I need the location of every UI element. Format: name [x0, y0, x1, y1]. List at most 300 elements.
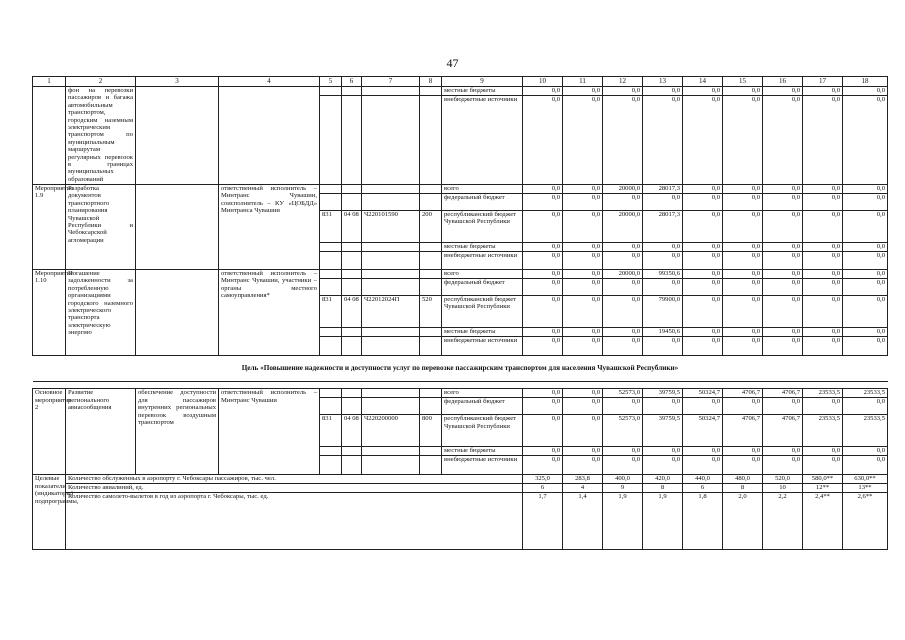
amount-cell: 0,0 [563, 456, 603, 475]
indicator-value: 12** [803, 484, 843, 493]
funding-source: республиканский бюджет Чувашской Республики [442, 211, 523, 243]
measure-task: обеспечение доступности для пассажиров внутренних региональных перевозок воздушным транспортом [136, 389, 219, 475]
amount-cell: 4706,7 [763, 415, 803, 447]
amount-cell: 0,0 [523, 270, 563, 279]
amount-cell: 0,0 [843, 398, 888, 415]
code-cell [320, 398, 342, 415]
amount-cell: 20000,0 [603, 185, 643, 194]
column-number-header: 13 [643, 77, 683, 87]
amount-cell: 0,0 [803, 328, 843, 337]
measure-label: Мероприятие 1.10 [33, 270, 66, 356]
continuation-row [33, 87, 888, 96]
section-code: 04 08 [342, 296, 362, 328]
measure-description: фон на перевозки пассажиров и багажа автомобильным транспортом, городским наземным электрическим транспортом по муниципальным маршрутам регулярных перевозок в границах муниципальных образований [66, 87, 136, 185]
measure-responsible [219, 87, 320, 185]
indicators-label: Целевые показатели (индикаторы) подпрограммы, [33, 475, 66, 550]
code-cell [342, 279, 362, 296]
indicator-value: 630,0** [843, 475, 888, 484]
code-cell [362, 447, 420, 456]
amount-cell: 0,0 [563, 398, 603, 415]
amount-cell: 0,0 [563, 194, 603, 211]
amount-cell: 0,0 [723, 279, 763, 296]
funding-source: всего [442, 389, 523, 398]
code-cell [362, 270, 420, 279]
column-number-header: 8 [420, 77, 442, 87]
indicator-value: 283,8 [563, 475, 603, 484]
budget-table-sheet [32, 76, 887, 550]
goal-heading: Цель «Повышение надежности и доступности услуг по перевозке пассажирским транспортом для населения Чувашской Республики» [33, 356, 888, 382]
amount-cell: 0,0 [803, 185, 843, 194]
column-number-header: 14 [683, 77, 723, 87]
column-number-header: 15 [723, 77, 763, 87]
amount-cell: 0,0 [683, 252, 723, 270]
code-cell [320, 456, 342, 475]
amount-cell: 0,0 [803, 447, 843, 456]
indicator-value: 1,4 [563, 493, 603, 550]
amount-cell: 0,0 [563, 252, 603, 270]
column-number-header: 12 [603, 77, 643, 87]
amount-cell: 0,0 [683, 194, 723, 211]
amount-cell: 0,0 [563, 211, 603, 243]
amount-cell: 23533,5 [803, 415, 843, 447]
code-cell [342, 243, 362, 252]
column-number-header: 1 [33, 77, 66, 87]
amount-cell: 0,0 [763, 270, 803, 279]
amount-cell: 0,0 [843, 87, 888, 96]
code-cell [342, 185, 362, 194]
amount-cell: 0,0 [523, 252, 563, 270]
amount-cell: 0,0 [843, 211, 888, 243]
amount-cell: 0,0 [683, 279, 723, 296]
code-cell [362, 194, 420, 211]
amount-cell: 39759,5 [643, 415, 683, 447]
amount-cell: 0,0 [723, 296, 763, 328]
code-cell [362, 243, 420, 252]
amount-cell: 0,0 [523, 398, 563, 415]
funding-source: местные бюджеты [442, 87, 523, 96]
amount-cell: 0,0 [603, 398, 643, 415]
code-cell [342, 389, 362, 398]
indicator-name: Количество самолето-вылетов в год из аэропорта г. Чебоксары, тыс. ед. [66, 493, 523, 550]
amount-cell: 0,0 [763, 194, 803, 211]
amount-cell: 0,0 [723, 398, 763, 415]
amount-cell: 0,0 [683, 270, 723, 279]
amount-cell: 28017,3 [643, 185, 683, 194]
amount-cell: 0,0 [523, 415, 563, 447]
amount-cell: 0,0 [723, 96, 763, 185]
column-number-row [33, 77, 888, 87]
code-cell [420, 337, 442, 356]
code-cell [342, 96, 362, 185]
column-number-header: 5 [320, 77, 342, 87]
code-cell [342, 194, 362, 211]
indicator-value: 2,6** [843, 493, 888, 550]
amount-cell: 0,0 [563, 337, 603, 356]
code-cell [420, 447, 442, 456]
funding-source: внебюджетные источники [442, 96, 523, 185]
measure-responsible: ответственный исполнитель – Минтранс Чувашии, соисполнитель – КУ «ЦОБДД» Минтранса Чувашии [219, 185, 320, 270]
code-cell [420, 389, 442, 398]
amount-cell: 0,0 [643, 447, 683, 456]
funding-source: федеральный бюджет [442, 279, 523, 296]
measure-task [136, 87, 219, 185]
amount-cell: 0,0 [763, 185, 803, 194]
indicator-value: 2,4** [803, 493, 843, 550]
amount-cell: 0,0 [643, 194, 683, 211]
indicator-value: 400,0 [603, 475, 643, 484]
column-number-header: 10 [523, 77, 563, 87]
amount-cell: 0,0 [803, 243, 843, 252]
indicator-value: 580,0** [803, 475, 843, 484]
amount-cell: 52573,0 [603, 389, 643, 398]
amount-cell: 0,0 [523, 337, 563, 356]
amount-cell: 52573,0 [603, 415, 643, 447]
amount-cell: 0,0 [603, 252, 643, 270]
measure-description: Погашение задолженности за потребленную организациями городского наземного электрического транспорта электрическую энергию [66, 270, 136, 356]
amount-cell: 0,0 [643, 243, 683, 252]
indicator-value: 2,2 [763, 493, 803, 550]
amount-cell: 0,0 [683, 211, 723, 243]
code-cell [420, 96, 442, 185]
amount-cell: 0,0 [523, 96, 563, 185]
amount-cell: 0,0 [763, 456, 803, 475]
funding-source: федеральный бюджет [442, 194, 523, 211]
amount-cell: 0,0 [523, 447, 563, 456]
amount-cell: 0,0 [803, 279, 843, 296]
code-cell [362, 398, 420, 415]
amount-cell: 50324,7 [683, 415, 723, 447]
indicator-value: 420,0 [643, 475, 683, 484]
amount-cell: 0,0 [563, 96, 603, 185]
amount-cell: 0,0 [683, 185, 723, 194]
code-cell [342, 337, 362, 356]
amount-cell: 0,0 [563, 279, 603, 296]
gap-row [33, 382, 888, 389]
grbs-code: 831 [320, 211, 342, 243]
column-number-header: 4 [219, 77, 320, 87]
amount-cell: 0,0 [843, 447, 888, 456]
amount-cell: 0,0 [563, 447, 603, 456]
code-cell [320, 337, 342, 356]
funding-source: всего [442, 185, 523, 194]
funding-source: внебюджетные источники [442, 252, 523, 270]
m110-row [33, 270, 888, 279]
code-cell [362, 87, 420, 96]
amount-cell: 0,0 [523, 87, 563, 96]
indicator-row [33, 484, 888, 493]
funding-source: местные бюджеты [442, 447, 523, 456]
amount-cell: 0,0 [523, 456, 563, 475]
amount-cell: 0,0 [683, 447, 723, 456]
indicator-value: 1,7 [523, 493, 563, 550]
budget-table [32, 76, 888, 550]
amount-cell: 0,0 [803, 87, 843, 96]
amount-cell: 0,0 [603, 456, 643, 475]
amount-cell: 0,0 [763, 447, 803, 456]
section-code: 04 08 [342, 415, 362, 447]
amount-cell: 0,0 [603, 328, 643, 337]
indicator-value: 10 [763, 484, 803, 493]
amount-cell: 0,0 [563, 87, 603, 96]
amount-cell: 0,0 [843, 456, 888, 475]
amount-cell: 0,0 [643, 279, 683, 296]
amount-cell: 0,0 [563, 296, 603, 328]
code-cell [320, 328, 342, 337]
code-cell [342, 328, 362, 337]
indicator-value: 6 [683, 484, 723, 493]
amount-cell: 0,0 [723, 328, 763, 337]
column-number-header: 6 [342, 77, 362, 87]
amount-cell: 0,0 [523, 194, 563, 211]
column-number-header: 18 [843, 77, 888, 87]
amount-cell: 0,0 [523, 328, 563, 337]
amount-cell: 0,0 [803, 252, 843, 270]
amount-cell: 0,0 [763, 211, 803, 243]
amount-cell: 0,0 [523, 243, 563, 252]
measure-task [136, 270, 219, 356]
amount-cell: 0,0 [723, 243, 763, 252]
amount-cell: 0,0 [523, 389, 563, 398]
code-cell [420, 398, 442, 415]
indicator-row [33, 493, 888, 550]
amount-cell: 0,0 [563, 328, 603, 337]
code-cell [342, 252, 362, 270]
indicator-value: 9 [603, 484, 643, 493]
measure-description: Развитие регионального авиасообщения [66, 389, 136, 475]
amount-cell: 0,0 [843, 279, 888, 296]
amount-cell: 0,0 [843, 194, 888, 211]
funding-source: местные бюджеты [442, 328, 523, 337]
code-cell [320, 243, 342, 252]
code-cell [342, 398, 362, 415]
code-cell [362, 96, 420, 185]
indicator-value: 4 [563, 484, 603, 493]
amount-cell: 0,0 [763, 252, 803, 270]
code-cell [342, 456, 362, 475]
amount-cell: 0,0 [843, 270, 888, 279]
amount-cell: 4706,7 [763, 389, 803, 398]
spacer [33, 382, 888, 389]
section-code: 04 08 [342, 211, 362, 243]
amount-cell: 0,0 [723, 194, 763, 211]
indicator-value: 520,0 [763, 475, 803, 484]
code-cell [420, 243, 442, 252]
amount-cell: 0,0 [843, 328, 888, 337]
code-cell [420, 87, 442, 96]
amount-cell: 0,0 [603, 96, 643, 185]
amount-cell: 0,0 [683, 96, 723, 185]
code-cell [362, 337, 420, 356]
amount-cell: 20000,0 [603, 270, 643, 279]
code-cell [320, 270, 342, 279]
code-cell [362, 328, 420, 337]
code-cell [342, 447, 362, 456]
amount-cell: 0,0 [843, 185, 888, 194]
amount-cell: 0,0 [723, 270, 763, 279]
amount-cell: 0,0 [643, 96, 683, 185]
expense-type-code: 200 [420, 211, 442, 243]
amount-cell: 0,0 [603, 194, 643, 211]
amount-cell: 0,0 [763, 243, 803, 252]
code-cell [320, 194, 342, 211]
funding-source: всего [442, 270, 523, 279]
amount-cell: 4706,7 [723, 389, 763, 398]
amount-cell: 0,0 [523, 296, 563, 328]
column-number-header: 11 [563, 77, 603, 87]
expense-type-code: 800 [420, 415, 442, 447]
measure-responsible: ответственный исполнитель – Минтранс Чувашии [219, 389, 320, 475]
amount-cell: 0,0 [603, 87, 643, 96]
amount-cell: 23533,5 [843, 389, 888, 398]
column-number-header: 16 [763, 77, 803, 87]
amount-cell: 0,0 [803, 270, 843, 279]
amount-cell: 39759,5 [643, 389, 683, 398]
amount-cell: 0,0 [563, 389, 603, 398]
amount-cell: 0,0 [683, 328, 723, 337]
amount-cell: 0,0 [763, 87, 803, 96]
code-cell [420, 270, 442, 279]
page-number: 47 [446, 56, 459, 70]
code-cell [420, 185, 442, 194]
amount-cell: 0,0 [723, 211, 763, 243]
amount-cell: 0,0 [523, 279, 563, 296]
amount-cell: 0,0 [563, 415, 603, 447]
indicator-value: 325,0 [523, 475, 563, 484]
amount-cell: 0,0 [603, 279, 643, 296]
indicator-value: 2,0 [723, 493, 763, 550]
amount-cell: 0,0 [603, 243, 643, 252]
code-cell [320, 252, 342, 270]
amount-cell: 0,0 [523, 211, 563, 243]
amount-cell: 19450,6 [643, 328, 683, 337]
column-number-header: 9 [442, 77, 523, 87]
amount-cell: 0,0 [803, 337, 843, 356]
amount-cell: 0,0 [723, 87, 763, 96]
amount-cell: 0,0 [723, 447, 763, 456]
amount-cell: 0,0 [803, 456, 843, 475]
code-cell [342, 87, 362, 96]
measure-label: Основное мероприятие 2 [33, 389, 66, 475]
grbs-code: 831 [320, 296, 342, 328]
amount-cell: 0,0 [683, 398, 723, 415]
indicator-value: 1,9 [603, 493, 643, 550]
goal-row [33, 356, 888, 382]
amount-cell: 0,0 [763, 398, 803, 415]
amount-cell: 0,0 [563, 243, 603, 252]
code-cell [420, 194, 442, 211]
amount-cell: 79900,0 [643, 296, 683, 328]
amount-cell: 0,0 [803, 398, 843, 415]
amount-cell: 0,0 [723, 337, 763, 356]
amount-cell: 0,0 [683, 337, 723, 356]
amount-cell: 0,0 [843, 96, 888, 185]
code-cell [362, 185, 420, 194]
om2-row [33, 389, 888, 398]
code-cell [362, 389, 420, 398]
funding-source: республиканский бюджет Чувашской Республики [442, 415, 523, 447]
indicator-name: Количество обслуженных в аэропорту г. Чебоксары пассажиров, тыс. чел. [66, 475, 523, 484]
code-cell [362, 456, 420, 475]
column-number-header: 3 [136, 77, 219, 87]
amount-cell: 0,0 [763, 96, 803, 185]
amount-cell: 0,0 [643, 337, 683, 356]
m19-row [33, 185, 888, 194]
grbs-code: 831 [320, 415, 342, 447]
indicator-name: Количество авиалиний, ед. [66, 484, 523, 493]
indicator-value: 1,9 [643, 493, 683, 550]
amount-cell: 0,0 [603, 337, 643, 356]
code-cell [420, 328, 442, 337]
amount-cell: 28017,3 [643, 211, 683, 243]
code-cell [420, 456, 442, 475]
amount-cell: 0,0 [763, 296, 803, 328]
measure-task [136, 185, 219, 270]
indicator-row [33, 475, 888, 484]
column-number-header: 17 [803, 77, 843, 87]
funding-source: федеральный бюджет [442, 398, 523, 415]
code-cell [420, 252, 442, 270]
code-cell [342, 270, 362, 279]
target-article-code: Ч22012024П [362, 296, 420, 328]
amount-cell: 0,0 [723, 456, 763, 475]
indicator-value: 6 [523, 484, 563, 493]
amount-cell: 0,0 [843, 243, 888, 252]
amount-cell: 0,0 [803, 211, 843, 243]
funding-source: республиканский бюджет Чувашской Республики [442, 296, 523, 328]
amount-cell: 0,0 [683, 243, 723, 252]
indicator-value: 13** [843, 484, 888, 493]
amount-cell: 50324,7 [683, 389, 723, 398]
indicator-value: 1,8 [683, 493, 723, 550]
amount-cell: 0,0 [763, 337, 803, 356]
amount-cell: 0,0 [723, 252, 763, 270]
amount-cell: 0,0 [523, 185, 563, 194]
amount-cell: 0,0 [643, 398, 683, 415]
amount-cell: 0,0 [763, 328, 803, 337]
amount-cell: 0,0 [683, 456, 723, 475]
code-cell [320, 389, 342, 398]
amount-cell: 0,0 [603, 447, 643, 456]
code-cell [320, 87, 342, 96]
amount-cell: 0,0 [643, 87, 683, 96]
code-cell [420, 279, 442, 296]
expense-type-code: 520 [420, 296, 442, 328]
target-article-code: Ч220101590 [362, 211, 420, 243]
amount-cell: 0,0 [683, 87, 723, 96]
indicator-value: 8 [643, 484, 683, 493]
code-cell [320, 279, 342, 296]
amount-cell: 0,0 [843, 337, 888, 356]
code-cell [320, 447, 342, 456]
measure-label: Мероприятие 1.9 [33, 185, 66, 270]
amount-cell: 0,0 [763, 279, 803, 296]
indicator-value: 440,0 [683, 475, 723, 484]
amount-cell: 0,0 [843, 252, 888, 270]
amount-cell: 23533,5 [803, 389, 843, 398]
amount-cell: 4706,7 [723, 415, 763, 447]
funding-source: внебюджетные источники [442, 456, 523, 475]
code-cell [362, 252, 420, 270]
amount-cell: 0,0 [843, 296, 888, 328]
funding-source: местные бюджеты [442, 243, 523, 252]
amount-cell: 0,0 [683, 296, 723, 328]
amount-cell: 0,0 [563, 270, 603, 279]
indicator-value: 8 [723, 484, 763, 493]
measure-description: Разработка документов транспортного планирования Чувашской Республики и Чебоксарской агломерации [66, 185, 136, 270]
code-cell [320, 96, 342, 185]
amount-cell: 0,0 [803, 96, 843, 185]
measure-label [33, 87, 66, 185]
